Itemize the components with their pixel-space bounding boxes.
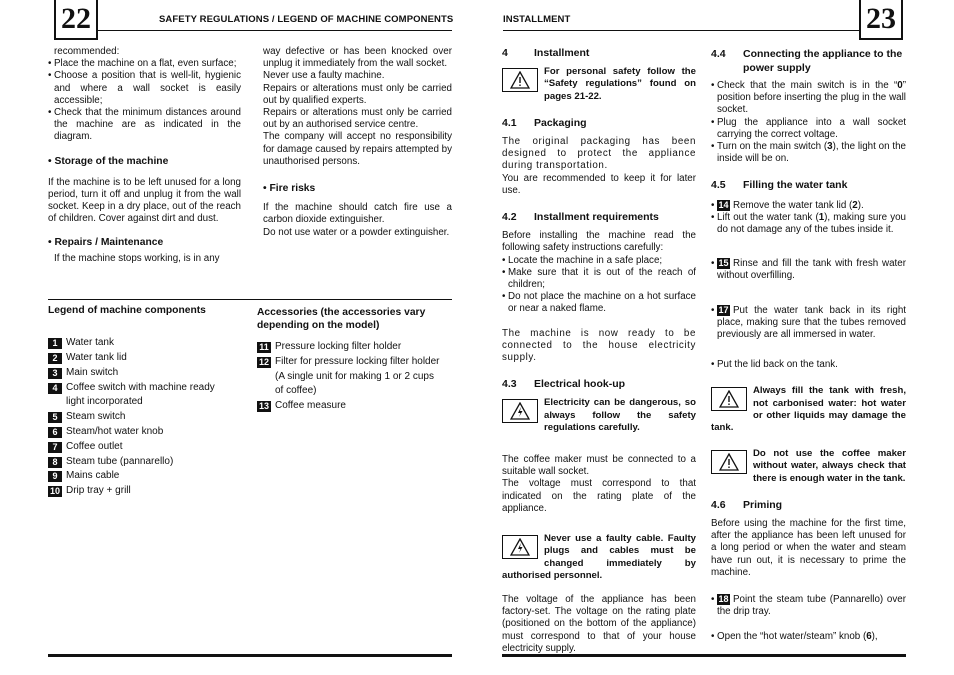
warning-note: Do not use the coffee maker without water, always check that there is enough water in the tank. bbox=[711, 448, 906, 485]
electric-hazard-icon bbox=[502, 535, 538, 559]
step-item: • 14 Remove the water tank lid (2). bbox=[711, 199, 864, 211]
text-recommended: recommended: bbox=[54, 46, 120, 57]
step-number-badge: 14 bbox=[718, 199, 729, 210]
legend-label: Pressure locking filter holder bbox=[275, 341, 402, 352]
component-number-badge: 11 bbox=[257, 342, 271, 353]
legend-label: Coffee measure bbox=[275, 400, 346, 412]
footer-rule-right bbox=[502, 654, 906, 657]
text-para: The voltage of the appliance has been factory-set. The voltage on the rating plate (positioned on the bottom of the appliance) must correspond to that of your house electricity supply. bbox=[502, 593, 696, 654]
section-4-1-heading: 4.1 Packaging bbox=[502, 116, 587, 129]
legend-block bbox=[48, 305, 248, 500]
text-para: The machine is now ready to be connected to the house electricity supply. bbox=[502, 327, 696, 364]
text-para: Repairs or alterations must only be carried out by qualified experts. bbox=[263, 82, 452, 106]
legend-item bbox=[257, 385, 452, 400]
legend-item bbox=[48, 411, 248, 426]
accessories-block bbox=[257, 306, 452, 415]
warning-note: Always fill the tank with fresh, not carbonised water: hot water or other liquids may damage the tank. bbox=[711, 385, 906, 434]
right-column-2 bbox=[711, 47, 906, 643]
page-header-left: SAFETY REGULATIONS / LEGEND OF MACHINE COMPONENTS bbox=[159, 14, 454, 25]
legend-label: of coffee) bbox=[275, 385, 317, 397]
step-item: • Put the lid back on the tank. bbox=[711, 359, 838, 371]
list-item: • Choose a position that is well-lit, hygienic and where a wall socket is easily accessible; bbox=[48, 70, 241, 106]
legend-label: Water tank lid bbox=[66, 352, 127, 363]
list-item: • Do not place the machine on a hot surface or near a naked flame. bbox=[502, 291, 696, 315]
list-item: • Turn on the main switch (3), the light on the inside will be on. bbox=[711, 141, 907, 165]
legend-label: Steam switch bbox=[66, 411, 126, 423]
section-4-5-heading: 4.5 Filling the water tank bbox=[711, 179, 848, 192]
step-item: • 17 Put the water tank back in its right place, making sure that the tubes removed previously are all immersed in water. bbox=[711, 304, 906, 341]
text-para: You are recommended to keep it for later use. bbox=[502, 172, 696, 196]
header-rule-right bbox=[503, 30, 861, 31]
component-number-badge: 1 bbox=[48, 338, 62, 349]
legend-label: Filter for pressure locking filter holder bbox=[275, 355, 440, 367]
legend-item bbox=[48, 396, 248, 411]
legend-item bbox=[48, 485, 248, 500]
text-para: way defective or has been knocked over unplug it immediately from the wall socket. bbox=[263, 46, 452, 70]
step-number-badge: 15 bbox=[718, 258, 729, 269]
legend-label: (A single unit for making 1 or 2 cups bbox=[275, 370, 434, 382]
text-para: The coffee maker must be connected to a suitable wall socket. bbox=[502, 454, 696, 478]
component-number-badge: 6 bbox=[48, 427, 62, 438]
list-item: • Locate the machine in a safe place; bbox=[502, 254, 663, 266]
repairs-title: • Repairs / Maintenance bbox=[48, 236, 164, 248]
legend-item bbox=[257, 341, 452, 356]
legend-list bbox=[48, 337, 248, 500]
text-para: Repairs or alterations must only be carried out by an authorised service centre. bbox=[263, 107, 452, 131]
legend-item bbox=[48, 367, 248, 382]
repairs-text: If the machine stops working, is in any bbox=[54, 252, 220, 264]
component-number-badge: 3 bbox=[48, 368, 62, 379]
warning-note: Electricity can be dangerous, so always follow the safety regulations carefully. bbox=[502, 397, 696, 434]
text-para: Before using the machine for the first time, after the appliance has been left unused for a long period or when the water and steam have run out, it is necessary to prime the machine. bbox=[711, 518, 906, 578]
list-item: • Check that the main switch is in the “0” position before inserting the plug in the wall socket. bbox=[711, 80, 906, 116]
step-item: • 15 Rinse and fill the tank with fresh water without overfilling. bbox=[711, 258, 906, 282]
footer-rule-left bbox=[48, 654, 452, 657]
warning-note: For personal safety follow the “Safety regulations” found on pages 21-22. bbox=[502, 66, 696, 103]
section-4-2-heading: 4.2 Installment requirements bbox=[502, 211, 659, 224]
step-number-badge: 18 bbox=[718, 594, 729, 605]
section-4-heading: 4 Installment bbox=[502, 47, 590, 59]
legend-label: Water tank bbox=[66, 337, 114, 349]
step-number-badge: 17 bbox=[718, 304, 729, 315]
component-number-badge: 5 bbox=[48, 412, 62, 423]
component-number-badge: 4 bbox=[48, 383, 62, 394]
component-number-badge: 13 bbox=[258, 401, 269, 412]
text-para: Never use a faulty machine. bbox=[263, 70, 385, 82]
warning-icon bbox=[711, 387, 747, 411]
legend-item bbox=[48, 352, 248, 367]
header-rule-left bbox=[96, 30, 452, 31]
step-item: • 18 Point the steam tube (Pannarello) over the drip tray. bbox=[711, 594, 906, 618]
fire-text: Do not use water or a powder extinguisher. bbox=[263, 226, 450, 238]
text-para: Before installing the machine read the following safety instructions carefully: bbox=[502, 230, 696, 254]
step-item: • Open the “hot water/steam” knob (6), bbox=[711, 630, 878, 642]
left-column-1 bbox=[48, 46, 241, 265]
accessories-title: Accessories (the accessories vary depending on the model) bbox=[257, 307, 426, 331]
right-column-1 bbox=[502, 47, 696, 655]
component-number-badge: 7 bbox=[48, 442, 62, 453]
text-para: The original packaging has been designed to protect the appliance during transportation. bbox=[502, 136, 696, 172]
legend-label: Coffee switch with machine ready bbox=[66, 381, 215, 393]
legend-label: light incorporated bbox=[66, 396, 143, 408]
section-4-4-heading: 4.4 Connecting the appliance to the power supply bbox=[711, 48, 903, 74]
warning-icon bbox=[502, 68, 538, 92]
page-number-left: 22 bbox=[54, 0, 98, 40]
step-item: • Lift out the water tank (1), making sure you do not damage any of the tubes inside it. bbox=[711, 211, 906, 236]
legend-item bbox=[257, 400, 452, 415]
list-item: • Make sure that it is out of the reach of children; bbox=[502, 266, 696, 291]
legend-item bbox=[257, 371, 452, 386]
legend-item bbox=[48, 337, 248, 352]
legend-label: Main switch bbox=[66, 366, 119, 378]
legend-label: Steam tube (pannarello) bbox=[66, 455, 174, 467]
page-number-right: 23 bbox=[859, 0, 903, 40]
component-number-badge: 10 bbox=[49, 486, 60, 497]
list-item: • Plug the appliance into a wall socket carrying the correct voltage. bbox=[711, 116, 906, 140]
storage-title: • Storage of the machine bbox=[48, 155, 169, 167]
accessories-list bbox=[257, 341, 452, 415]
legend-label: Coffee outlet bbox=[66, 440, 123, 452]
legend-item bbox=[48, 441, 248, 456]
component-number-badge: 12 bbox=[258, 356, 269, 367]
section-4-3-heading: 4.3 Electrical hook-up bbox=[502, 378, 626, 391]
list-item: • Check that the minimum distances around the machine are as indicated in the diagram. bbox=[48, 107, 241, 143]
section-4-6-heading: 4.6 Priming bbox=[711, 498, 783, 511]
legend-item bbox=[48, 426, 248, 441]
legend-label: Drip tray + grill bbox=[66, 485, 131, 497]
component-number-badge: 8 bbox=[48, 457, 62, 468]
fire-title: • Fire risks bbox=[263, 183, 316, 195]
component-number-badge: 9 bbox=[48, 471, 62, 482]
legend-label: Steam/hot water knob bbox=[66, 425, 164, 437]
component-number-badge: 2 bbox=[48, 353, 62, 364]
legend-label: Mains cable bbox=[66, 470, 120, 482]
legend-item bbox=[257, 356, 452, 371]
fire-text: If the machine should catch fire use a carbon dioxide extinguisher. bbox=[263, 202, 452, 226]
section-divider bbox=[48, 299, 452, 300]
text-para: The company will accept no responsibility for damage caused by repairs attempted by unauthorised persons. bbox=[263, 131, 452, 167]
legend-item bbox=[48, 470, 248, 485]
left-column-2 bbox=[263, 46, 452, 239]
legend-item bbox=[48, 456, 248, 471]
warning-icon bbox=[711, 450, 747, 474]
page-header-right: INSTALLMENT bbox=[503, 14, 571, 25]
list-item: • Place the machine on a flat, even surface; bbox=[48, 58, 237, 70]
storage-text: If the machine is to be left unused for a long period, turn it off and unplug it from the wall socket. Keep in a dry place, out of the reach of children. Cover against dirt and dust. bbox=[48, 176, 241, 225]
legend-title: Legend of machine components bbox=[48, 305, 206, 316]
legend-item bbox=[48, 382, 248, 397]
warning-note: Never use a faulty cable. Faulty plugs and cables must be changed immediately by authorised personnel. bbox=[502, 533, 696, 581]
text-para: The voltage must correspond to that indicated on the rating plate of the appliance. bbox=[502, 478, 696, 514]
electric-hazard-icon bbox=[502, 399, 538, 423]
